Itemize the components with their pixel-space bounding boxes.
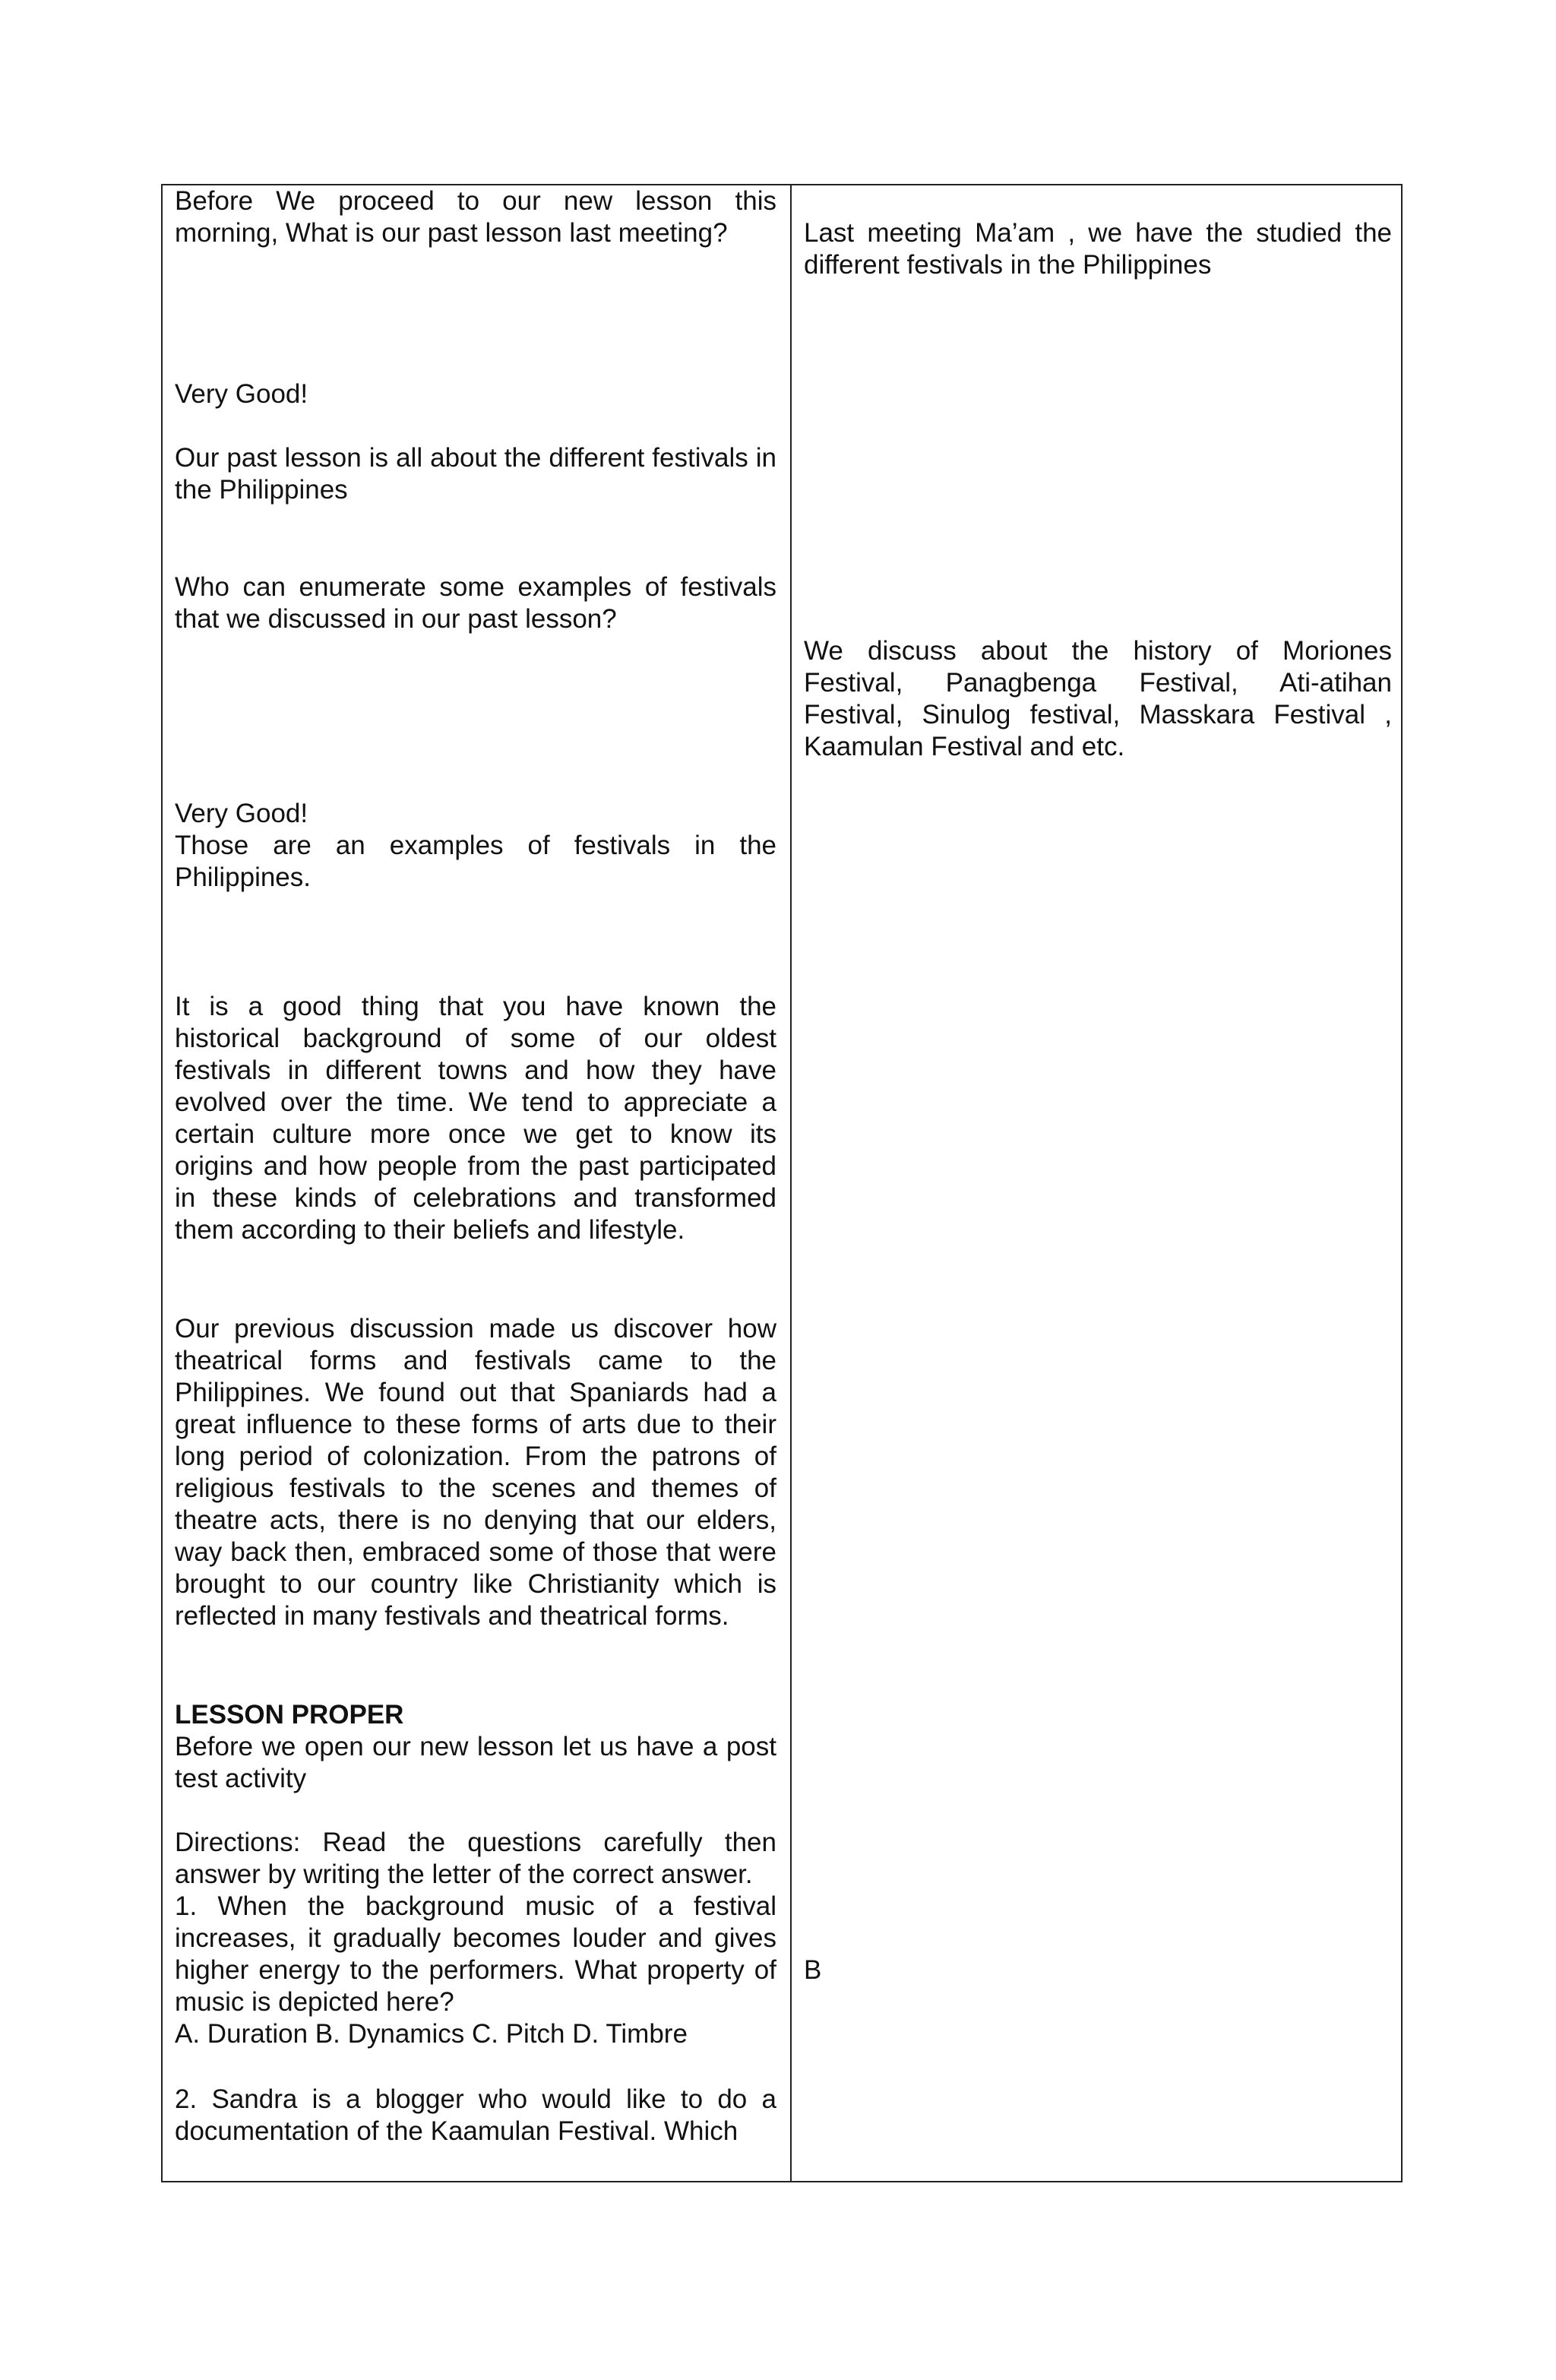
question-past-lesson: Before We proceed to our new lesson this morning, What is our past lesson last meeting? <box>175 186 776 248</box>
answer-question-1: B <box>804 1955 822 1985</box>
question-enumerate-festivals: Who can enumerate some examples of festivals that we discussed in our past lesson? <box>175 572 776 634</box>
answer-past-lesson: Last meeting Ma’am , we have the studied the different festivals in the Philippines <box>804 218 1392 280</box>
answer-festival-examples: We discuss about the history of Moriones Festival, Panagbenga Festival, Ati-atihan Festival, Sinulog festival, Masskara Festival , Kaamulan Festival and etc. <box>804 636 1392 761</box>
teacher-activity-column <box>175 185 776 2181</box>
post-test-intro: Before we open our new lesson let us have a post test activity <box>175 1732 776 1793</box>
question-1-choices: A. Duration B. Dynamics C. Pitch D. Timbre <box>175 2019 688 2049</box>
historical-background-paragraph: It is a good thing that you have known the historical background of some of our oldest festivals in different towns and how they have evolved over the time. We tend to appreciate a certain culture more once we get to know its origins and how people from the past participated in these kinds of celebrations and transformed them according to their beliefs and lifestyle. <box>175 992 776 1245</box>
question-2: 2. Sandra is a blogger who would like to do a documentation of the Kaamulan Festival. Which <box>175 2084 776 2146</box>
very-good-remark: Very Good! <box>175 799 308 828</box>
lesson-plan-table <box>161 184 1403 2182</box>
previous-discussion-paragraph: Our previous discussion made us discover how theatrical forms and festivals came to the Philippines. We found out that Spaniards had a great influence to these forms of arts due to their long period of colonization. From the patrons of religious festivals to the scenes and themes of theatre acts, there is no denying that our elders, way back then, embraced some of those that were brought to our country like Christianity which is reflected in many festivals and theatrical forms. <box>175 1314 776 1631</box>
student-activity-column <box>804 185 1392 2181</box>
very-good-remark: Very Good! <box>175 379 308 409</box>
test-directions: Directions: Read the questions carefully then answer by writing the letter of the correct answer. <box>175 1828 776 1889</box>
examples-statement: Those are an examples of festivals in the Philippines. <box>175 831 776 892</box>
question-1: 1. When the background music of a festival increases, it gradually becomes louder and gives higher energy to the performers. What property of music is depicted here? <box>175 1891 776 2017</box>
column-divider <box>790 185 792 2181</box>
lesson-proper-heading: LESSON PROPER <box>175 1700 404 1730</box>
past-lesson-statement: Our past lesson is all about the different festivals in the Philippines <box>175 443 776 505</box>
